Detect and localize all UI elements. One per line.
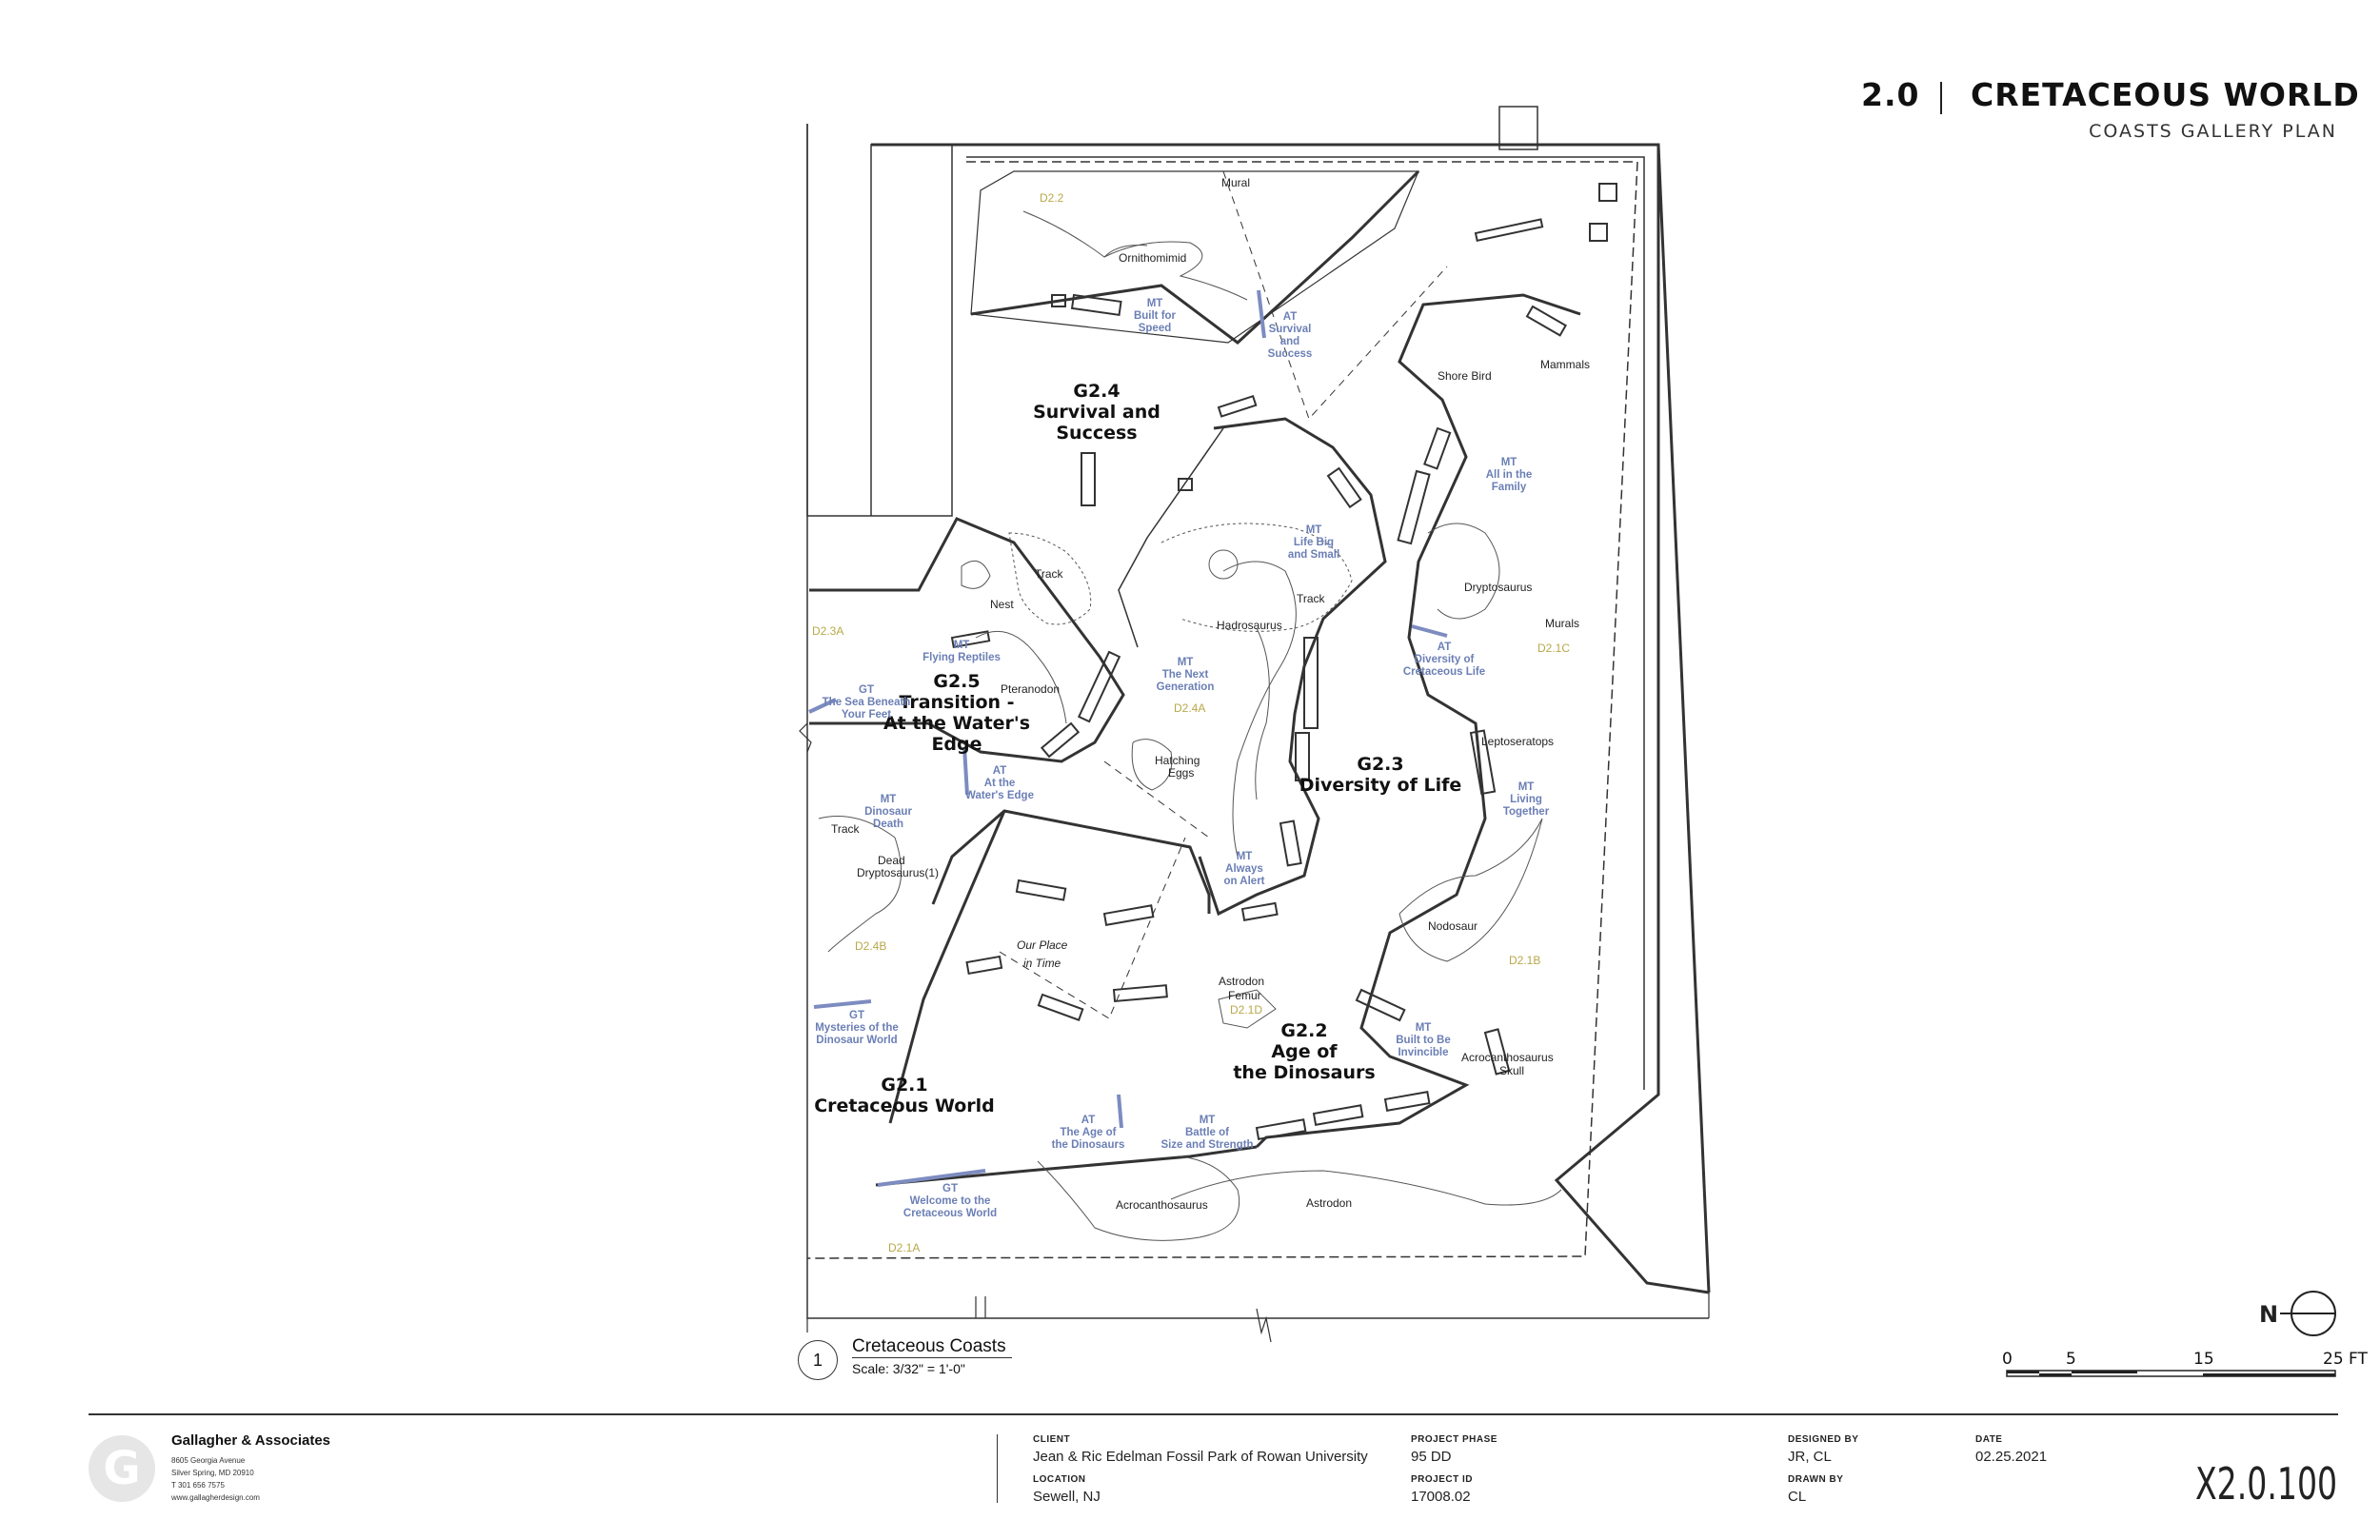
item-label: Nodosaur [1428, 919, 1478, 933]
label-line: MT [880, 794, 897, 805]
label-line: AT [1282, 311, 1298, 323]
drawn-by-value: CL [1788, 1489, 1807, 1505]
left-room-wall [807, 124, 952, 516]
label-line: Living [1510, 794, 1542, 805]
location-value: Sewell, NJ [1033, 1489, 1101, 1505]
phase-value: 95 DD [1411, 1449, 1452, 1465]
item-label: Eggs [1168, 766, 1195, 780]
wall-g21 [933, 811, 1209, 914]
label-line: Speed [1138, 323, 1172, 334]
area-code: D2.4A [1174, 701, 1206, 715]
zone-g21-line-0: G2.1 [881, 1075, 928, 1096]
zone-g22 [1233, 1020, 1375, 1083]
label-line: Dinosaur [864, 806, 912, 818]
item-label: Murals [1545, 617, 1580, 630]
zone-g22-line-2: the Dinosaurs [1233, 1062, 1376, 1083]
zone-g25-line-1: Transition - [899, 692, 1015, 713]
project-id-label: PROJECT ID [1411, 1474, 1474, 1485]
firm-address-line: 8605 Georgia Avenue [171, 1456, 246, 1465]
label-mt-invincible [1396, 1022, 1451, 1058]
label-line: Survival [1268, 324, 1312, 335]
label-line: MT [1500, 457, 1517, 468]
label-line: Cretaceous World [902, 1208, 998, 1219]
label-line: Generation [1156, 681, 1215, 693]
label-line: Diversity of [1414, 654, 1475, 665]
outer-wall-inner [966, 157, 1644, 1090]
client-label: CLIENT [1033, 1434, 1071, 1445]
zone-g22-line-1: Age of [1271, 1041, 1338, 1062]
label-line: Family [1491, 482, 1527, 493]
firm-name: Gallagher & Associates [171, 1432, 331, 1449]
label-line: All in the [1485, 469, 1533, 481]
zone-g24 [1033, 381, 1160, 444]
item-label: in Time [1023, 957, 1061, 970]
scale-label-5: 5 [2066, 1350, 2076, 1369]
item-label: Our Place [1017, 938, 1068, 952]
item-label: Track [1035, 567, 1063, 581]
label-at-age [1052, 1115, 1125, 1151]
label-line: Flying Reptiles [922, 652, 1001, 663]
north-arrow-label: N [2259, 1301, 2279, 1328]
label-line: MT [1177, 657, 1194, 668]
section-subtitle: COASTS GALLERY PLAN [2089, 121, 2337, 142]
title-block-rule [89, 1413, 2338, 1415]
item-label: Mural [1221, 176, 1251, 189]
zone-g23-line-1: Diversity of Life [1299, 775, 1462, 796]
area-code: D2.1A [888, 1241, 921, 1254]
zone-g24-line-0: G2.4 [1073, 381, 1121, 402]
firm-address-line: Silver Spring, MD 20910 [171, 1469, 254, 1477]
label-at-survival [1268, 311, 1313, 360]
client-value: Jean & Ric Edelman Fossil Park of Rowan University [1033, 1449, 1368, 1465]
label-mt-speed [1134, 298, 1177, 334]
zone-g21 [814, 1075, 995, 1116]
label-mt-flying [922, 640, 1001, 663]
label-at-water [965, 765, 1034, 801]
label-mt-death [864, 794, 912, 830]
item-label: Dryptosaurus [1464, 581, 1533, 594]
label-gt-welcome [903, 1183, 997, 1219]
item-label: Femur [1228, 989, 1261, 1002]
item-label: Track [831, 822, 860, 836]
label-mt-battle [1160, 1115, 1253, 1151]
label-line: Life Big [1293, 537, 1335, 548]
gallery-floor-edge [971, 171, 1418, 343]
label-line: GT [859, 684, 874, 696]
title-block-divider [997, 1434, 998, 1503]
firm-website: www.gallagherdesign.com [171, 1493, 260, 1502]
item-label: Pteranodon [1001, 682, 1061, 696]
label-line: The Next [1161, 669, 1209, 681]
item-label: Hatching [1155, 754, 1200, 767]
label-line: on Alert [1223, 876, 1265, 887]
firm-phone: T 301 656 7575 [171, 1481, 225, 1490]
drawing-number: 1 [798, 1340, 838, 1380]
left-break [800, 723, 811, 752]
zone-g25-line-3: Edge [931, 734, 982, 755]
scale-label-0: 0 [2002, 1350, 2013, 1369]
area-code: D2.2 [1040, 191, 1064, 205]
label-at-diversity [1403, 642, 1485, 678]
label-line: Built to Be [1396, 1035, 1451, 1046]
label-line: Welcome to the [909, 1195, 991, 1207]
label-line: MT [1415, 1022, 1432, 1034]
designed-by-label: DESIGNED BY [1788, 1434, 1859, 1445]
item-label: Shore Bird [1438, 369, 1492, 383]
label-line: Your Feet [841, 709, 892, 721]
item-label: Astrodon [1219, 975, 1265, 988]
label-gt-mysteries [815, 1010, 899, 1046]
label-line: MT [1517, 781, 1535, 793]
sheet-number: X2.0.100 [2194, 1458, 2337, 1510]
label-line: MT [1305, 524, 1322, 536]
zone-g24-line-2: Success [1056, 423, 1138, 444]
label-line: Death [873, 819, 903, 830]
drawing-scale: Scale: 3/32" = 1'-0" [852, 1361, 965, 1376]
location-label: LOCATION [1033, 1474, 1086, 1485]
label-line: The Age of [1060, 1127, 1117, 1138]
scale-bar [2007, 1371, 2335, 1376]
zone-g21-line-1: Cretaceous World [814, 1096, 995, 1116]
label-line: AT [992, 765, 1007, 777]
wall-g24-top [971, 171, 1418, 343]
break-line [807, 1293, 1709, 1342]
label-line: MT [1199, 1115, 1216, 1126]
date-value: 02.25.2021 [1975, 1449, 2048, 1465]
item-label: Nest [990, 598, 1014, 611]
item-label: Dryptosaurus(1) [857, 866, 940, 879]
zone-g23 [1299, 754, 1462, 796]
item-label: Ornithomimid [1119, 251, 1187, 265]
zone-g23-line-0: G2.3 [1357, 754, 1404, 775]
label-line: AT [1081, 1115, 1096, 1126]
label-line: and [1279, 336, 1300, 347]
label-line: Battle of [1185, 1127, 1229, 1138]
area-code: D2.1C [1537, 642, 1571, 655]
phase-label: PROJECT PHASE [1411, 1434, 1497, 1445]
label-line: Always [1225, 863, 1263, 875]
section-number: 2.0 [1861, 76, 1920, 113]
area-code: D2.1D [1230, 1003, 1263, 1017]
item-label: Mammals [1540, 358, 1591, 371]
wall-g24-left [1119, 428, 1223, 647]
zone-g24-line-1: Survival and [1033, 402, 1160, 423]
label-line: Dinosaur World [816, 1035, 898, 1046]
door [1499, 107, 1537, 149]
label-line: the Dinosaurs [1051, 1139, 1125, 1151]
project-id-value: 17008.02 [1411, 1489, 1471, 1505]
scale-label-15: 15 [2193, 1350, 2214, 1369]
logo-letter: G [103, 1442, 141, 1495]
item-label: Leptoseratops [1481, 735, 1555, 748]
label-mt-nextgen [1157, 657, 1215, 693]
zone-g22-line-0: G2.2 [1280, 1020, 1328, 1041]
item-label: Astrodon [1306, 1196, 1353, 1210]
label-mt-family [1486, 457, 1533, 493]
label-line: MT [1146, 298, 1163, 309]
firm-logo [89, 1435, 155, 1502]
label-line: Cretaceous Life [1402, 666, 1486, 678]
item-label: Hadrosaurus [1217, 619, 1282, 632]
right-wall [1658, 145, 1709, 1293]
label-line: Success [1267, 348, 1313, 360]
label-line: Mysteries of the [815, 1022, 899, 1034]
label-line: At the [983, 778, 1016, 789]
label-line: The Sea Beneath [822, 697, 911, 708]
designed-by-value: JR, CL [1788, 1449, 1832, 1465]
date-label: DATE [1975, 1434, 2003, 1445]
label-mt-lifebig [1288, 524, 1339, 561]
section-title: CRETACEOUS WORLD [1971, 76, 2360, 113]
item-label: Track [1297, 592, 1325, 605]
scale-label-25: 25 FT [2323, 1350, 2368, 1369]
label-mt-living [1503, 781, 1550, 818]
label-line: Built for [1133, 310, 1177, 322]
area-code: D2.3A [812, 624, 844, 638]
label-mt-alert [1223, 851, 1264, 887]
label-line: Invincible [1398, 1047, 1449, 1058]
drawn-by-label: DRAWN BY [1788, 1474, 1844, 1485]
label-line: Water's Edge [965, 790, 1034, 801]
label-line: GT [942, 1183, 958, 1194]
label-line: GT [849, 1010, 864, 1021]
item-label: Acrocanthosaurus [1461, 1051, 1554, 1064]
label-line: and Small [1287, 549, 1340, 561]
label-line: MT [953, 640, 970, 651]
label-line: Size and Strength [1160, 1139, 1254, 1151]
label-line: MT [1236, 851, 1253, 862]
item-label: Acrocanthosaurus [1116, 1198, 1208, 1212]
drawing-title: Cretaceous Coasts [852, 1336, 1012, 1358]
label-line: AT [1437, 642, 1452, 653]
label-line: Together [1502, 806, 1550, 818]
area-code: D2.4B [855, 939, 887, 953]
area-code: D2.1B [1509, 954, 1541, 967]
zone-g25-line-2: At the Water's [883, 713, 1031, 734]
zone-g25-line-0: G2.5 [933, 671, 981, 692]
item-label: Skull [1499, 1064, 1525, 1077]
north-arrow [2259, 1292, 2335, 1335]
item-label: Dead [878, 854, 905, 867]
